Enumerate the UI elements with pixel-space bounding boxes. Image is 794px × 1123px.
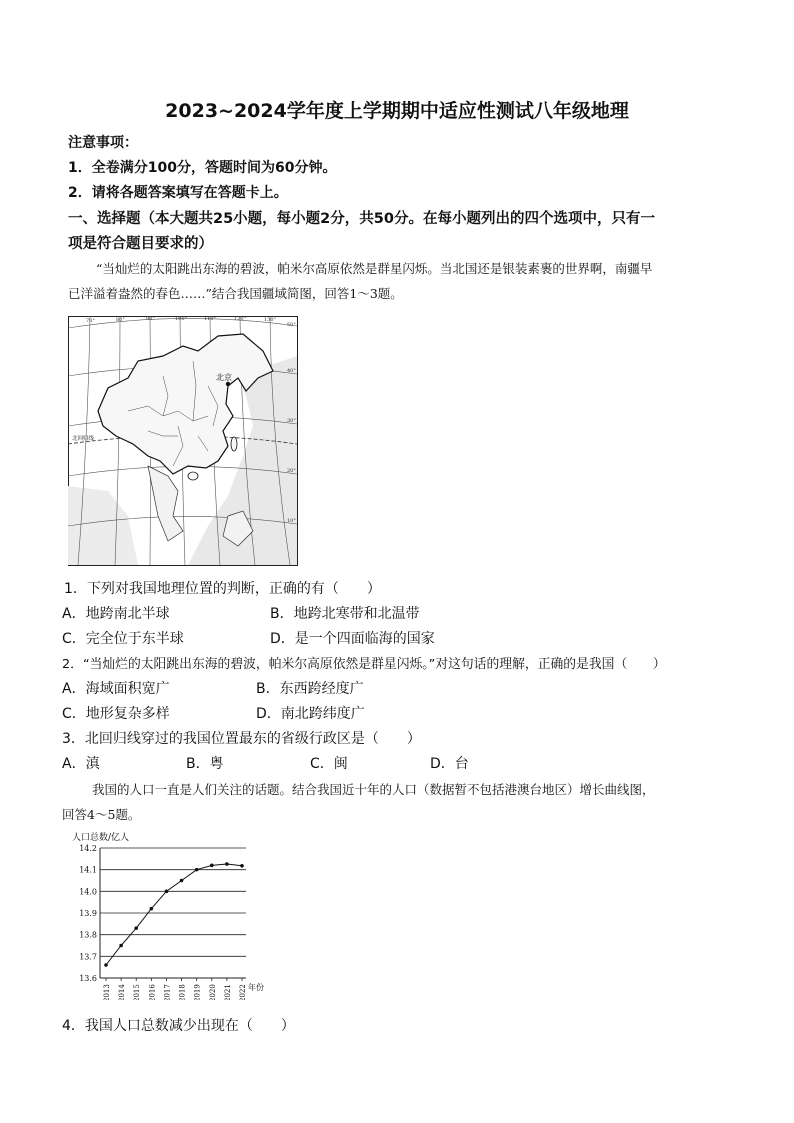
data-point — [134, 926, 138, 930]
y-tick-label: 13.7 — [79, 952, 97, 962]
note-item-1: 1．全卷满分100分，答题时间为60分钟。 — [68, 160, 337, 176]
x-tick-label: 2021 — [223, 984, 232, 1000]
notes-heading: 注意事项： — [68, 135, 138, 151]
beijing-label: 北京 — [216, 373, 232, 382]
q1-option-c: C．完全位于东半球 — [62, 631, 184, 647]
passage1-line1: “当灿烂的太阳跳出东海的碧波，帕米尔高原依然是群星闪烁。当北国还是银装素裹的世界啊，南疆早 — [96, 261, 653, 276]
section-heading-line1: 一、选择题（本大题共25小题，每小题2分，共50分。在每小题列出的四个选项中，只有一 — [68, 211, 655, 227]
map-svg — [68, 316, 298, 566]
lat-label-10: 10° — [287, 518, 296, 524]
lon-label-80: 80° — [116, 317, 125, 323]
y-tick-label: 14.0 — [79, 887, 97, 897]
x-tick-label: 2015 — [133, 984, 142, 1000]
q3-option-c: C．闽 — [310, 756, 348, 772]
lon-label-130: 130° — [264, 317, 277, 323]
data-point — [240, 864, 244, 868]
x-tick-label: 2013 — [103, 984, 111, 1000]
data-point — [165, 890, 169, 894]
lat-label-50: 50° — [287, 322, 296, 328]
q1-stem: 1．下列对我国地理位置的判断，正确的有（ ） — [64, 581, 381, 597]
x-tick-label: 2020 — [208, 984, 217, 1000]
data-point — [150, 907, 154, 911]
q2-option-c: C．地形复杂多样 — [62, 706, 170, 722]
data-point — [195, 868, 199, 872]
passage2-line2: 回答4～5题。 — [62, 807, 141, 822]
data-point — [180, 879, 184, 883]
q2-option-b: B．东西跨经度广 — [256, 681, 364, 697]
q3-stem: 3．北回归线穿过的我国位置最东的省级行政区是（ ） — [62, 731, 421, 747]
passage2-line1: 我国的人口一直是人们关注的话题。结合我国近十年的人口（数据暂不包括港澳台地区）增长曲线图， — [92, 782, 655, 797]
chart-ylabel: 人口总数/亿人 — [72, 833, 130, 843]
q2-option-d: D．南北跨纬度广 — [256, 706, 365, 722]
page-title: 2023~2024学年度上学期期中适应性测试八年级地理 — [165, 100, 629, 122]
lat-label-30: 30° — [287, 418, 296, 424]
note-item-2: 2．请将各题答案填写在答题卡上。 — [68, 185, 288, 201]
data-point — [210, 864, 214, 868]
lon-label-70: 70° — [86, 318, 95, 324]
y-tick-label: 13.8 — [79, 930, 97, 940]
lon-label-110: 110° — [204, 316, 217, 322]
q1-option-d: D．是一个四面临海的国家 — [270, 631, 435, 647]
data-point — [225, 862, 229, 866]
lon-label-120: 120° — [234, 316, 247, 322]
x-tick-label: 2019 — [193, 984, 202, 1000]
q2-stem: 2．“当灿烂的太阳跳出东海的碧波，帕米尔高原依然是群星闪烁。”对这句话的理解，正确的是我国（ ） — [62, 657, 666, 672]
lon-label-90: 90° — [146, 316, 155, 322]
x-tick-label: 2022 — [239, 984, 247, 1000]
q3-option-a: A．滇 — [62, 756, 100, 772]
y-tick-label: 14.1 — [79, 865, 97, 875]
chart-xlabel: 年份 — [248, 983, 264, 992]
y-tick-label: 13.6 — [79, 974, 97, 983]
y-tick-label: 13.9 — [79, 909, 97, 918]
x-tick-label: 2016 — [148, 984, 157, 1000]
lat-label-40: 40° — [287, 368, 296, 374]
q3-option-b: B．粤 — [186, 756, 224, 772]
data-point — [119, 944, 123, 948]
passage1-line2: 已洋溢着盎然的春色……”结合我国疆域简图，回答1～3题。 — [68, 286, 403, 301]
q1-option-b: B．地跨北寒带和北温带 — [270, 606, 420, 622]
tropic-label: 北回归线 — [72, 436, 95, 442]
x-tick-label: 2018 — [178, 984, 187, 1000]
lat-label-20: 20° — [287, 468, 296, 474]
q4-stem: 4．我国人口总数减少出现在（ ） — [62, 1018, 295, 1034]
q3-option-d: D．台 — [430, 756, 469, 772]
y-tick-label: 14.2 — [79, 844, 97, 853]
q1-option-a: A．地跨南北半球 — [62, 606, 170, 622]
section-heading-line2: 项是符合题目要求的） — [68, 236, 213, 252]
x-tick-label: 2017 — [163, 984, 172, 1000]
china-territory-map — [68, 316, 298, 566]
lon-label-100: 100° — [175, 316, 188, 322]
population-chart — [68, 828, 288, 1000]
population-chart-svg — [68, 828, 288, 1000]
q2-option-a: A．海域面积宽广 — [62, 681, 170, 697]
series-line — [106, 864, 242, 965]
x-tick-label: 2014 — [118, 984, 127, 1000]
data-point — [104, 963, 108, 967]
